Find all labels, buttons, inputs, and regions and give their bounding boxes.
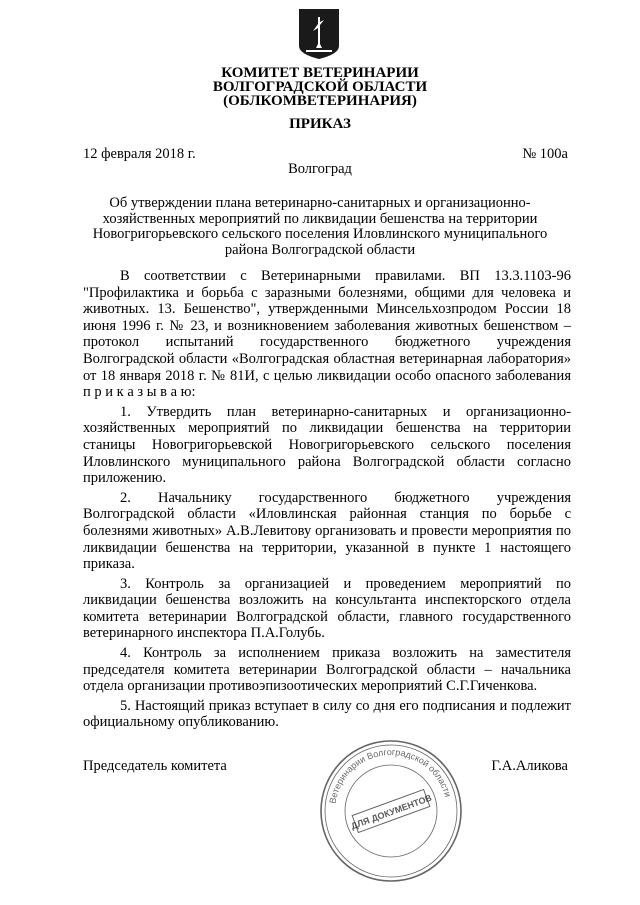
title-line: Об утверждении плана ветеринарно-санитарных и организационно- — [109, 195, 531, 211]
title-line: Новогригорьевского сельского поселения Иловлинского муниципального — [92, 226, 548, 242]
preamble-paragraph: В соответствии с Ветеринарными правилами. ВП 13.3.1103-96 "Профилактика и борьба с заразными болезнями, общими для человека и животных. 13. Бешенство", утвержденными Минсельхозпродом России 18 июня 1996 г. № 23, и возникновением заболевания животных бешенством – протокол испытаний государственного бюджетного учреждения Волгоградской области «Волгоградская областная ветеринарная лаборатория» от 18 января 2018 г. № 81И, с целью ликвидации особо опасного заболевания п р и к а з ы в а ю: — [83, 268, 571, 401]
stamp-center-text: ДЛЯ ДОКУМЕНТОВ — [349, 792, 434, 832]
document-type: ПРИКАЗ — [289, 116, 351, 132]
signatory-name: Г.А.Аликова — [491, 758, 568, 774]
org-name-line1: КОМИТЕТ ВЕТЕРИНАРИИ — [221, 65, 419, 81]
document-date: 12 февраля 2018 г. — [83, 146, 196, 162]
order-item-1: 1. Утвердить план ветеринарно-санитарных и организационно-хозяйственных мероприятий по ликвидации бешенства на территории станицы Новогригорьевской Новогригорьевского сельского поселения Иловлинского муниципального района Волгоградской области согласно приложению. — [83, 403, 571, 487]
document-body — [83, 268, 571, 734]
document-title — [70, 196, 570, 258]
order-item-3: 3. Контроль за организацией и проведением мероприятий по ликвидации бешенства возложить на консультанта инспекторского отдела комитета ветеринарии Волгоградской области, главного государственного ветеринарного инспектора П.А.Голубь. — [83, 575, 571, 642]
official-stamp — [316, 736, 466, 886]
signatory-position: Председатель комитета — [83, 758, 227, 774]
document-city: Волгоград — [288, 161, 352, 177]
order-item-2: 2. Начальнику государственного бюджетного учреждения Волгоградской области «Иловлинская районная станция по борьбе с болезнями животных» А.В.Левитову организовать и провести мероприятия по ликвидации бешенства на территории, указанной в пункте 1 настоящего приказа. — [83, 489, 571, 573]
document-number: № 100а — [522, 146, 568, 162]
org-name-line2: ВОЛГОГРАДСКОЙ ОБЛАСТИ — [212, 79, 428, 95]
title-line: района Волгоградской области — [224, 241, 416, 258]
org-abbreviation: (ОБЛКОМВЕТЕРИНАРИЯ) — [223, 93, 417, 109]
title-line: хозяйственных мероприятий по ликвидации бешенства на территории — [102, 210, 538, 227]
coat-of-arms-emblem — [298, 8, 340, 60]
stamp-ring-text: Ветеринарии Волгоградской области — [327, 746, 454, 805]
order-item-5: 5. Настоящий приказ вступает в силу со дня его подписания и подлежит официальному опубликованию. — [83, 697, 571, 731]
order-item-4: 4. Контроль за исполнением приказа возложить на заместителя председателя комитета ветеринарии Волгоградской области – начальника отдела организации противоэпизоотических мероприятий С.Г.Гиченкова. — [83, 645, 571, 695]
